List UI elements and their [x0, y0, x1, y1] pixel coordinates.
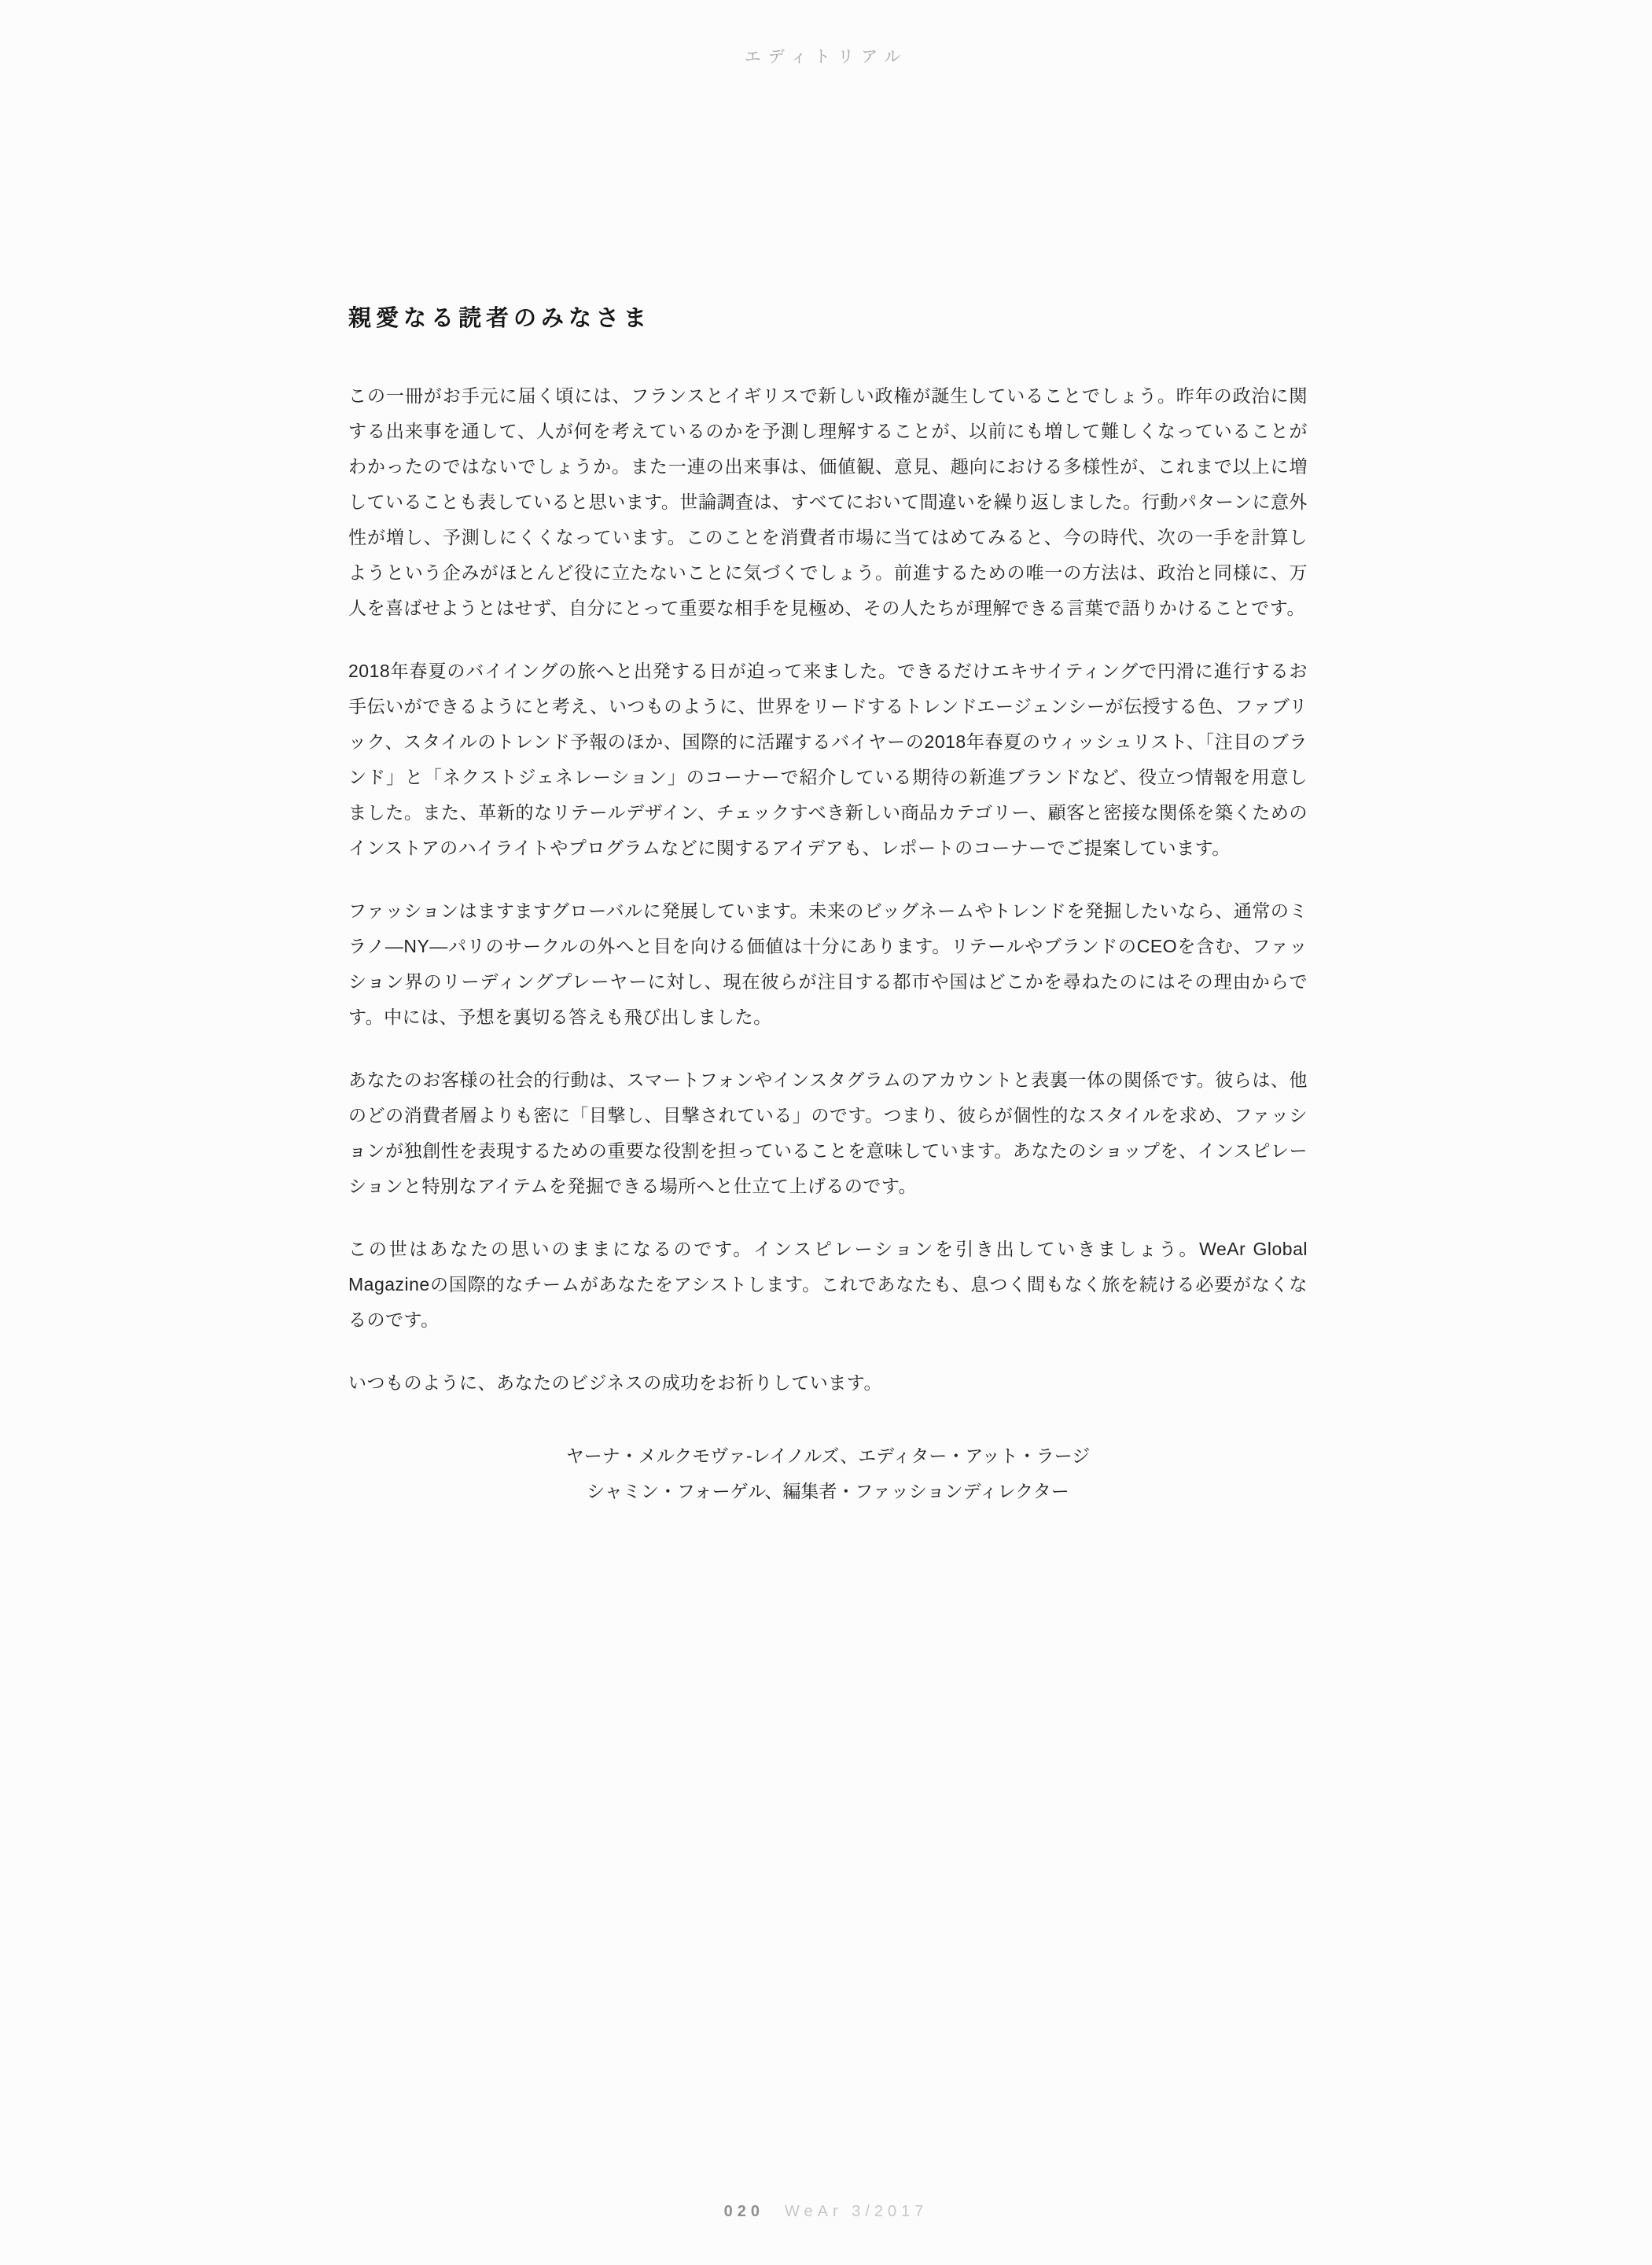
signature-editor-at-large: ヤーナ・メルクモヴァ-レイノルズ、エディター・アット・ラージ: [565, 1446, 1091, 1466]
section-kicker: エディトリアル: [744, 48, 908, 66]
signature-fashion-director: シャミン・フォーゲル、編集者・ファッションディレクター: [587, 1481, 1069, 1501]
page-number: 020: [723, 2203, 764, 2220]
editorial-paragraph-3: ファッションはますますグローバルに発展しています。未来のビッグネームやトレンドを発掘したいなら、通常のミラノ―NY―パリのサークルの外へと目を向ける価値は十分にあります。リテールやブランドのCEOを含む、ファッション界のリーディングプレーヤーに対し、現在彼らが注目する都市や国はどこかを尋ねたのにはその理由からです。中には、予想を裏切る答えも飛び出しました。: [348, 900, 1308, 1027]
editorial-content: [348, 300, 1308, 1509]
editorial-paragraph-1: この一冊がお手元に届く頃には、フランスとイギリスで新しい政権が誕生していることでしょう。昨年の政治に関する出来事を通して、人が何を考えているのかを予測し理解することが、以前にも増して難しくなっていることがわかったのではないでしょうか。また一連の出来事は、価値観、意見、趣向における多様性が、これまで以上に増していることも表していると思います。世論調査は、すべてにおいて間違いを繰り返しました。行動パターンに意外性が増し、予測しにくくなっています。このことを消費者市場に当てはめてみると、今の時代、次の一手を計算しようという企みがほとんど役に立たないことに気づくでしょう。前進するための唯一の方法は、政治と同様に、万人を喜ばせようとはせず、自分にとって重要な相手を見極め、その人たちが理解できる言葉で語りかけることです。: [348, 385, 1308, 618]
page-footer: [0, 2203, 1652, 2221]
signature-block: [348, 1438, 1308, 1509]
editorial-paragraph-4: あなたのお客様の社会的行動は、スマートフォンやインスタグラムのアカウントと表裏一体の関係です。彼らは、他のどの消費者層よりも密に「目撃し、目撃されている」のです。つまり、彼らが個性的なスタイルを求め、ファッションが独創性を表現するための重要な役割を担っていることを意味しています。あなたのショップを、インスピレーションと特別なアイテムを発掘できる場所へと仕立て上げるのです。: [348, 1070, 1308, 1196]
editorial-heading: 親愛なる読者のみなさま: [348, 306, 652, 331]
editorial-paragraph-6: いつものように、あなたのビジネスの成功をお祈りしています。: [348, 1372, 882, 1393]
editorial-paragraph-5: この世はあなたの思いのままになるのです。インスピレーションを引き出していきましょう。WeAr Global Magazineの国際的なチームがあなたをアシストします。これであなたも、息つく間もなく旅を続ける必要がなくなるのです。: [348, 1239, 1308, 1330]
magazine-issue: WeAr 3/2017: [785, 2203, 929, 2220]
editorial-paragraph-2: 2018年春夏のバイイングの旅へと出発する日が迫って来ました。できるだけエキサイティングで円滑に進行するお手伝いができるようにと考え、いつものように、世界をリードするトレンドエージェンシーが伝授する色、ファブリック、スタイルのトレンド予報のほか、国際的に活躍するバイヤーの2018年春夏のウィッシュリスト、「注目のブランド」と「ネクストジェネレーション」のコーナーで紹介している期待の新進ブランドなど、役立つ情報を用意しました。また、革新的なリテールデザイン、チェックすべき新しい商品カテゴリー、顧客と密接な関係を築くためのインストアのハイライトやプログラムなどに関するアイデアも、レポートのコーナーでご提案しています。: [348, 661, 1308, 858]
